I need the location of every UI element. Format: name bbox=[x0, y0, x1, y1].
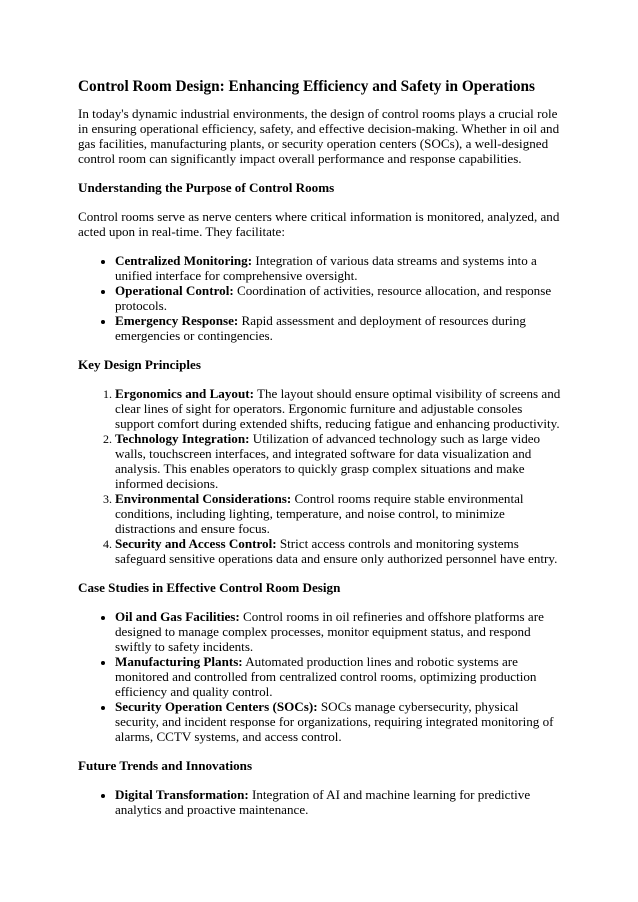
list-item bbox=[115, 283, 563, 313]
document-title: Control Room Design: Enhancing Efficiency and Safety in Operations bbox=[78, 78, 535, 95]
section-paragraph-purpose: Control rooms serve as nerve centers where critical information is monitored, analyzed, and acted upon in real-time. They facilitate: bbox=[78, 209, 560, 239]
item-label: Manufacturing Plants: bbox=[115, 654, 243, 669]
item-label: Security and Access Control: bbox=[115, 536, 277, 551]
list-item bbox=[115, 609, 563, 654]
item-label: Emergency Response: bbox=[115, 313, 239, 328]
item-text: Rapid assessment and deployment of resources during emergencies or contingencies. bbox=[115, 313, 526, 343]
item-text: Strict access controls and monitoring systems safeguard sensitive operations data and ensure only authorized personnel have entry. bbox=[115, 536, 558, 566]
item-label: Environmental Considerations: bbox=[115, 491, 292, 506]
item-text: Automated production lines and robotic systems are monitored and controlled from centralized control rooms, optimizing production efficiency and quality control. bbox=[115, 654, 537, 699]
item-text: Utilization of advanced technology such as large video walls, touchscreen interfaces, and integrated software for data visualization and analysis. This enables operators to quickly grasp complex situations and make informed decisions. bbox=[115, 431, 541, 491]
intro-paragraph: In today's dynamic industrial environments, the design of control rooms plays a crucial role in ensuring operational efficiency, safety, and effective decision-making. Whether in oil and gas facilities, manufacturing plants, or security operation centers (SOCs), a well-designed control room can significantly impact overall performance and response capabilities. bbox=[78, 106, 560, 166]
item-text: Control rooms in oil refineries and offshore platforms are designed to manage complex processes, monitor equipment status, and respond swiftly to safety incidents. bbox=[115, 609, 544, 654]
list-item bbox=[115, 253, 563, 283]
item-text: Control rooms require stable environmental conditions, including lighting, temperature, and noise control, to minimize distractions and ensure focus. bbox=[115, 491, 524, 536]
item-label: Ergonomics and Layout: bbox=[115, 386, 254, 401]
list-item bbox=[115, 386, 563, 431]
item-text: Integration of various data streams and systems into a unified interface for comprehensive oversight. bbox=[115, 253, 537, 283]
list-item bbox=[115, 787, 563, 817]
item-text: Integration of AI and machine learning for predictive analytics and proactive maintenance. bbox=[115, 787, 531, 817]
section-heading-purpose: Understanding the Purpose of Control Rooms bbox=[78, 180, 335, 195]
item-label: Security Operation Centers (SOCs): bbox=[115, 699, 318, 714]
list-item bbox=[115, 313, 563, 343]
list-item bbox=[115, 699, 563, 744]
purpose-list bbox=[78, 253, 563, 343]
item-text: SOCs manage cybersecurity, physical security, and incident response for organizations, requiring integrated monitoring of alarms, CCTV systems, and access control. bbox=[115, 699, 554, 744]
list-item bbox=[115, 536, 563, 566]
list-item bbox=[115, 431, 563, 491]
future-trends-list bbox=[78, 787, 563, 817]
document-page bbox=[78, 78, 563, 831]
item-label: Digital Transformation: bbox=[115, 787, 249, 802]
section-heading-future-trends: Future Trends and Innovations bbox=[78, 758, 253, 773]
item-label: Centralized Monitoring: bbox=[115, 253, 253, 268]
section-heading-case-studies: Case Studies in Effective Control Room Design bbox=[78, 580, 341, 595]
item-label: Operational Control: bbox=[115, 283, 234, 298]
item-text: Coordination of activities, resource allocation, and response protocols. bbox=[115, 283, 552, 313]
list-item bbox=[115, 654, 563, 699]
case-studies-list bbox=[78, 609, 563, 744]
section-heading-principles: Key Design Principles bbox=[78, 357, 201, 372]
principles-list bbox=[78, 386, 563, 566]
list-item bbox=[115, 491, 563, 536]
item-text: The layout should ensure optimal visibility of screens and clear lines of sight for operators. Ergonomic furniture and adjustable consoles support comfort during extended shifts, reducing fatigue and enhancing productivity. bbox=[115, 386, 561, 431]
item-label: Oil and Gas Facilities: bbox=[115, 609, 240, 624]
item-label: Technology Integration: bbox=[115, 431, 250, 446]
